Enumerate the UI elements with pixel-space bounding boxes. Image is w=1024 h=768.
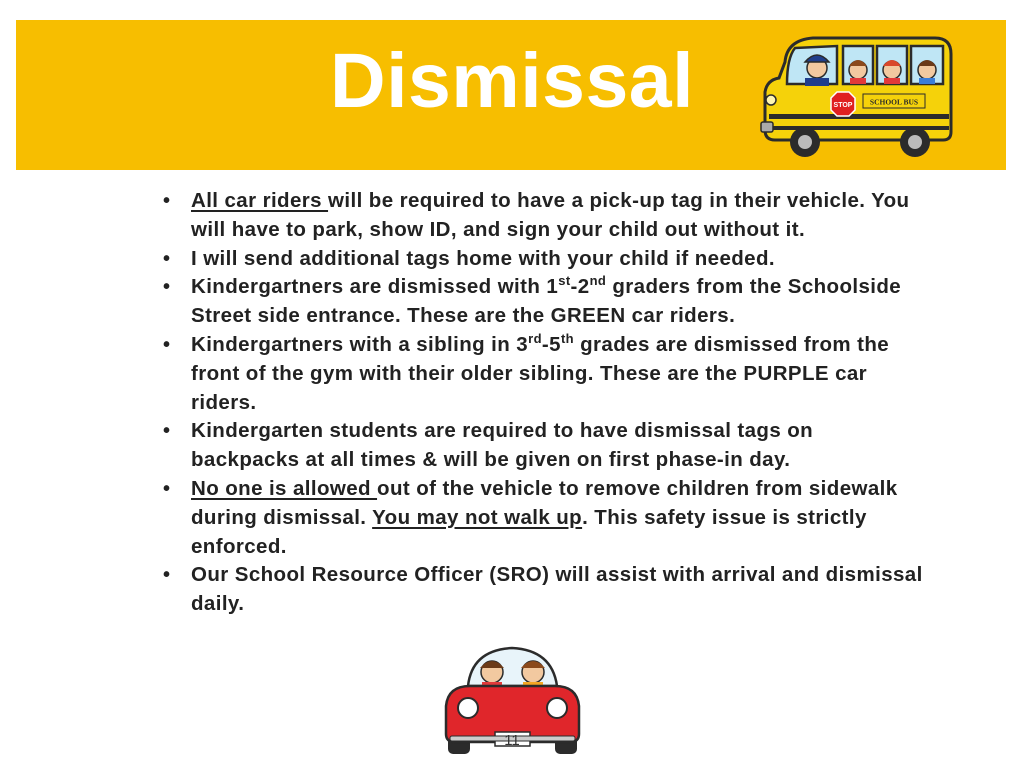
bullet-item-car-riders-tag bbox=[163, 187, 923, 245]
bullet-text: I will send additional tags home with your child if needed. bbox=[191, 246, 775, 270]
ordinal-suffix: th bbox=[560, 331, 575, 347]
bullet-text: Kindergartners with a sibling in 3 bbox=[191, 332, 529, 356]
bullet-text: graders from the Schoolside Street side entrance. These are the GREEN car riders. bbox=[191, 275, 902, 328]
bullet-glyph: • bbox=[163, 564, 171, 587]
bullet-glyph: • bbox=[163, 477, 171, 500]
bullet-text: Kindergarten students are required to have dismissal tags on backpacks at all times & will be given on first phase-in day. bbox=[191, 419, 814, 472]
ordinal-suffix: st bbox=[558, 273, 571, 289]
slide-title: Dismissal bbox=[329, 38, 695, 124]
bullet-text: Our School Resource Officer (SRO) will assist with arrival and dismissal daily. bbox=[191, 563, 923, 616]
bullet-item-purple-car-riders bbox=[163, 331, 923, 417]
bullet-item-additional-tags bbox=[163, 245, 923, 274]
bullet-text: . This safety issue is strictly enforced. bbox=[191, 505, 867, 558]
bullet-emphasis: No one is allowed bbox=[191, 476, 378, 500]
bullet-item-green-car-riders bbox=[163, 273, 923, 331]
bullet-emphasis: You may not walk up bbox=[372, 505, 583, 529]
bullet-emphasis: All car riders bbox=[191, 189, 329, 212]
stop-sign-text: STOP bbox=[833, 102, 853, 109]
bullet-glyph: • bbox=[163, 276, 171, 299]
bus-sign-text: SCHOOL BUS bbox=[869, 97, 919, 107]
bullet-text: Kindergartners are dismissed with 1 bbox=[191, 275, 559, 299]
bullet-text: will be required to have a pick-up tag in their vehicle. You will have to park, show ID, and sign your child out without it. bbox=[191, 189, 910, 241]
bullet-text: out of the vehicle to remove children from sidewalk during dismissal. bbox=[191, 476, 898, 529]
bullet-list bbox=[163, 187, 923, 619]
school-bus-icon bbox=[755, 22, 960, 162]
bullet-item-sro bbox=[163, 561, 923, 619]
bullet-glyph: • bbox=[163, 420, 171, 443]
page-number: 11 bbox=[504, 732, 520, 749]
bullet-text: -2 bbox=[570, 275, 590, 299]
bullet-text: -5 bbox=[541, 332, 561, 356]
bullet-item-dismissal-tags bbox=[163, 417, 923, 475]
bullet-glyph: • bbox=[163, 333, 171, 356]
bullet-glyph: • bbox=[163, 190, 171, 212]
ordinal-suffix: rd bbox=[528, 331, 542, 347]
bullet-item-vehicle-safety bbox=[163, 475, 923, 561]
ordinal-suffix: nd bbox=[589, 273, 607, 289]
bullet-text: grades are dismissed from the front of the gym with their older sibling. These are the PURPLE car riders. bbox=[191, 332, 890, 414]
bullet-glyph: • bbox=[163, 247, 171, 270]
